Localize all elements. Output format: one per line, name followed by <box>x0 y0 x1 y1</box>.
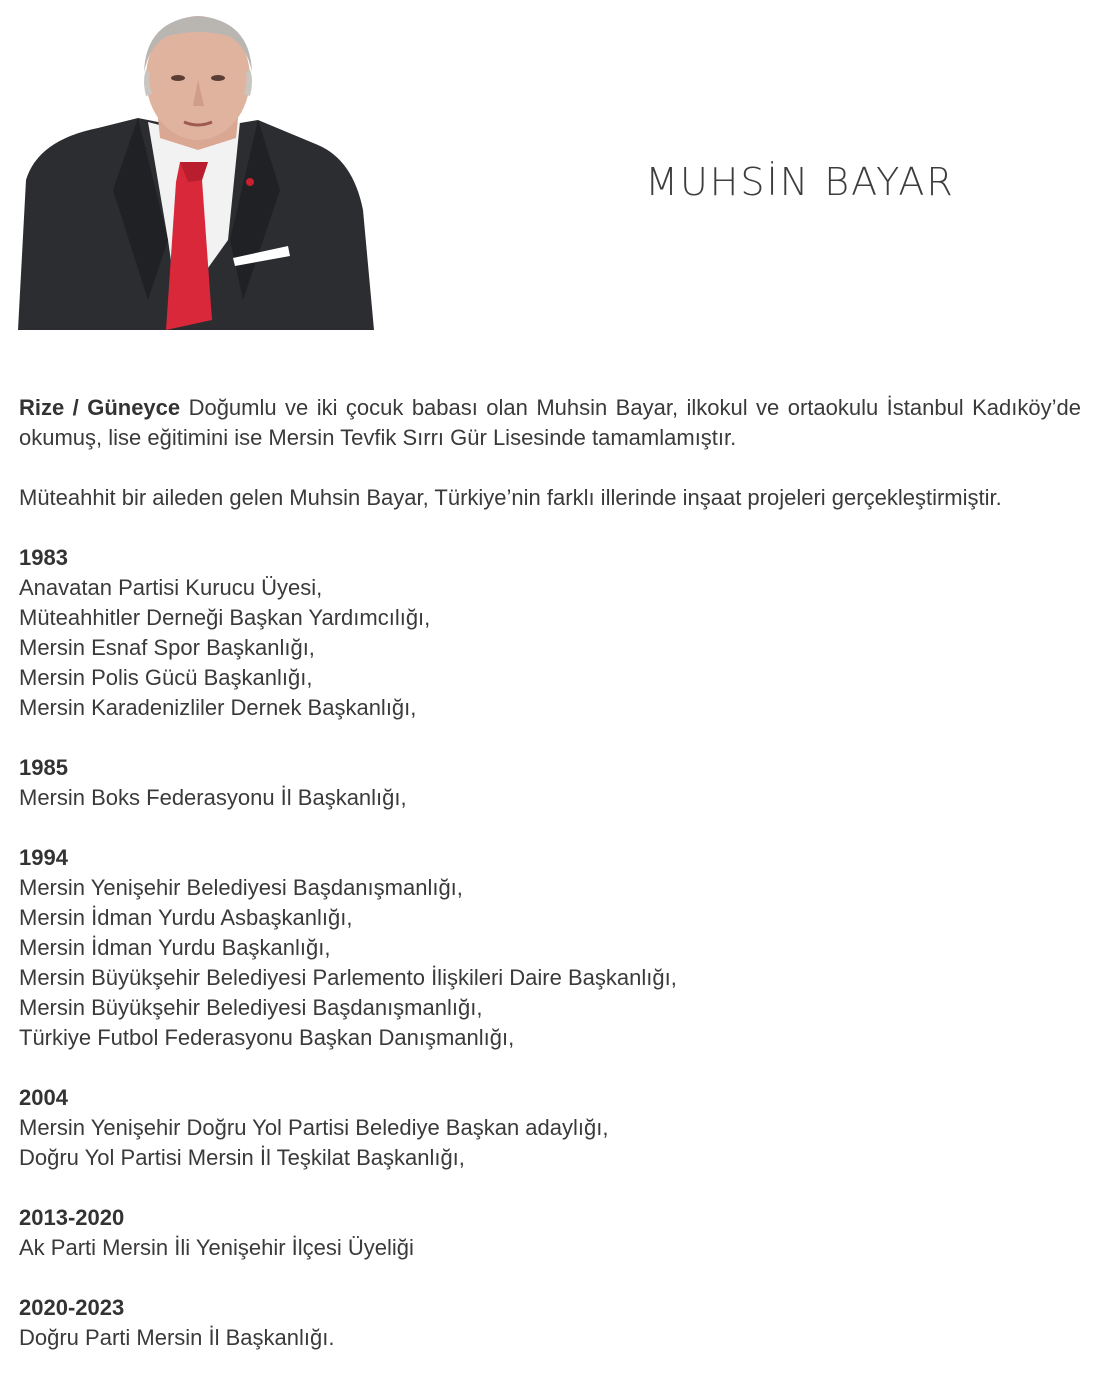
timeline-item: Mersin Boks Federasyonu İl Başkanlığı, <box>19 785 407 810</box>
timeline-item: Mersin İdman Yurdu Asbaşkanlığı, <box>19 905 353 930</box>
timeline-year: 2020-2023 <box>19 1295 125 1320</box>
timeline-item: Ak Parti Mersin İli Yenişehir İlçesi Üyeliği <box>19 1235 414 1260</box>
timeline-item: Doğru Yol Partisi Mersin İl Teşkilat Başkanlığı, <box>19 1145 465 1170</box>
timeline-item: Doğru Parti Mersin İl Başkanlığı. <box>19 1325 335 1350</box>
timeline-item: Mersin Yenişehir Doğru Yol Partisi Belediye Başkan adaylığı, <box>19 1115 609 1140</box>
timeline-item: Mersin Karadenizliler Dernek Başkanlığı, <box>19 695 417 720</box>
timeline-item: Mersin İdman Yurdu Başkanlığı, <box>19 935 331 960</box>
timeline-items <box>19 1323 1081 1353</box>
intro-paragraph <box>19 393 1081 453</box>
portrait-photo <box>18 10 374 330</box>
timeline-entry <box>19 843 1081 1053</box>
timeline-item: Türkiye Futbol Federasyonu Başkan Danışmanlığı, <box>19 1025 515 1050</box>
timeline-entry <box>19 543 1081 723</box>
timeline-year: 1994 <box>19 845 68 870</box>
timeline-year: 1985 <box>19 755 68 780</box>
timeline-items <box>19 573 1081 723</box>
birthplace: Rize / Güneyce <box>19 395 181 420</box>
timeline-item: Müteahhitler Derneği Başkan Yardımcılığı, <box>19 605 431 630</box>
timeline-entry <box>19 753 1081 813</box>
profile-header <box>0 0 1093 340</box>
intro-text: Doğumlu ve iki çocuk babası olan Muhsin Bayar, ilkokul ve ortaokulu İstanbul Kadıköy’de okumuş, lise eğitimini ise Mersin Tevfik Sırrı Gür Lisesinde tamamlamıştır. <box>19 395 1081 450</box>
timeline-item: Mersin Yenişehir Belediyesi Başdanışmanlığı, <box>19 875 463 900</box>
timeline-item: Anavatan Partisi Kurucu Üyesi, <box>19 575 323 600</box>
timeline-entry <box>19 1083 1081 1173</box>
timeline-items <box>19 1113 1081 1173</box>
career-timeline <box>19 543 1081 1353</box>
biography <box>19 393 1081 1353</box>
timeline-year: 1983 <box>19 545 68 570</box>
timeline-item: Mersin Polis Gücü Başkanlığı, <box>19 665 313 690</box>
family-business-paragraph: Müteahhit bir aileden gelen Muhsin Bayar, Türkiye’nin farklı illerinde inşaat projeleri gerçekleştirmiştir. <box>19 485 1002 510</box>
timeline-items <box>19 783 1081 813</box>
timeline-item: Mersin Esnaf Spor Başkanlığı, <box>19 635 315 660</box>
timeline-year: 2004 <box>19 1085 68 1110</box>
timeline-items <box>19 1233 1081 1263</box>
timeline-entry <box>19 1203 1081 1263</box>
timeline-item: Mersin Büyükşehir Belediyesi Başdanışmanlığı, <box>19 995 483 1020</box>
timeline-entry <box>19 1293 1081 1353</box>
timeline-items <box>19 873 1081 1053</box>
person-name: MUHSİN BAYAR <box>645 160 955 204</box>
timeline-item: Mersin Büyükşehir Belediyesi Parlemento İlişkileri Daire Başkanlığı, <box>19 965 677 990</box>
timeline-year: 2013-2020 <box>19 1205 125 1230</box>
